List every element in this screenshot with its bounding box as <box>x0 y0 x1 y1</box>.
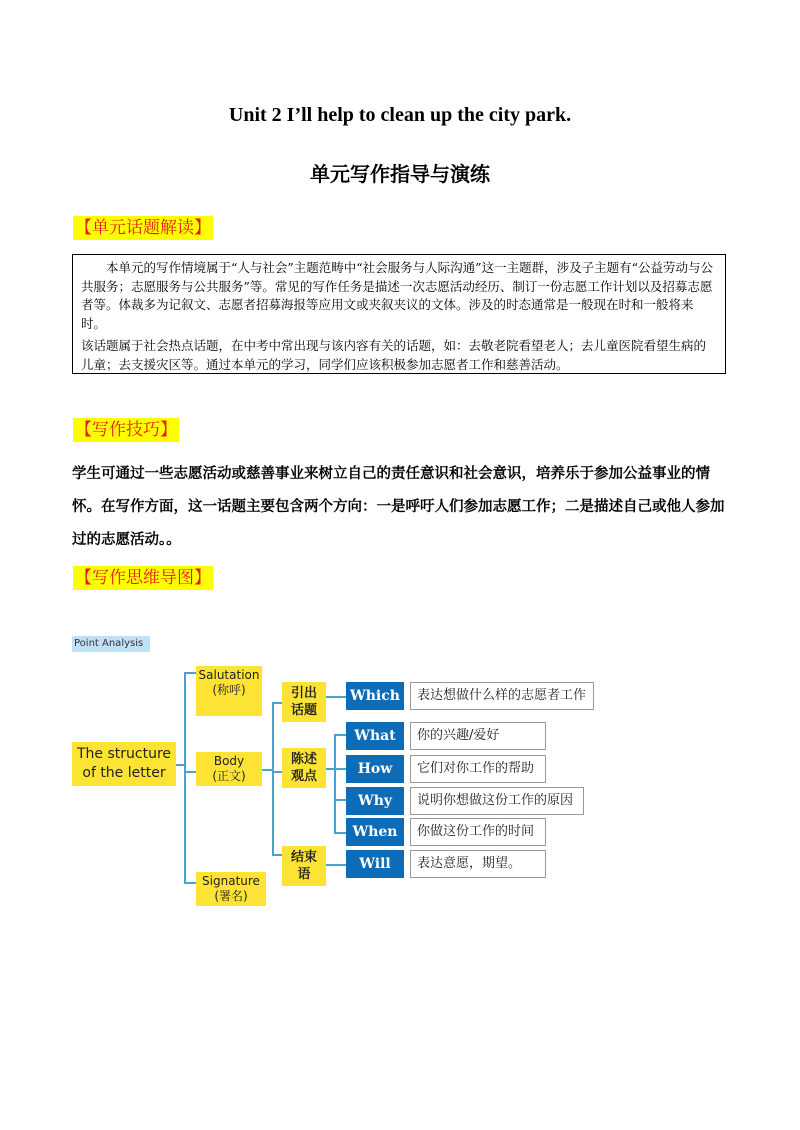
connector <box>184 771 196 773</box>
body-node <box>196 752 262 786</box>
connector <box>272 702 274 856</box>
connector <box>184 672 186 884</box>
page-subtitle: 单元写作指导与演练 <box>310 162 490 186</box>
connector <box>334 768 346 770</box>
connector <box>326 864 346 866</box>
connector <box>326 768 334 770</box>
desc-which: 表达想做什么样的志愿者工作 <box>410 682 594 710</box>
topic-paragraph-1: 本单元的写作情境属于“人与社会”主题范畴中“社会服务与人际沟通”这一主题群，涉及子主题有“公益劳动与公共服务；志愿服务与公共服务”等。常见的写作任务是描述一次志愿活动经历、制订一份志愿工作计划以及招募志愿者等。体裁多为记叙文、志愿者招募海报等应用文或夹叙夹议的文体。涉及的时态通常是一般现在时和一般将来时。 <box>81 260 713 331</box>
connector <box>262 769 272 771</box>
key-how: How <box>346 755 404 783</box>
body-label: Body <box>213 754 245 768</box>
salutation-node <box>196 666 262 716</box>
mind-map-title: Point Analysis <box>72 636 150 652</box>
key-which: Which <box>346 682 404 710</box>
key-will: Will <box>346 850 404 878</box>
desc-when: 你做这份工作的时间 <box>410 818 546 846</box>
signature-node <box>196 872 266 906</box>
connector <box>334 734 346 736</box>
desc-how: 它们对你工作的帮助 <box>410 755 546 783</box>
connector <box>334 799 346 801</box>
key-why: Why <box>346 787 404 815</box>
connector <box>272 702 282 704</box>
topic-paragraph-2: 该话题属于社会热点话题，在中考中常出现与该内容有关的话题，如：去敬老院看望老人；去儿童医院看望生病的儿童；去支援灾区等。通过本单元的学习，同学们应该积极参加志愿者工作和慈善活动。 <box>81 338 707 372</box>
connector <box>272 854 282 856</box>
section-heading-mindmap: 【写作思维导图】 <box>75 568 211 588</box>
salutation-label: Salutation <box>198 668 260 682</box>
body-cn-label: (正文) <box>212 769 246 783</box>
section-heading-topic: 【单元话题解读】 <box>75 218 211 238</box>
statement-node: 陈述观点 <box>282 748 326 788</box>
ending-node: 结束语 <box>282 846 326 886</box>
mind-map <box>72 634 602 920</box>
connector <box>334 832 346 834</box>
key-when: When <box>346 818 404 846</box>
skills-paragraph: 学生可通过一些志愿活动或慈善事业来树立自己的责任意识和社会意识，培养乐于参加公益事业的情怀。在写作方面，这一话题主要包含两个方向：一是呼吁人们参加志愿工作；二是描述自己或他人参加过的志愿活动。。 <box>72 466 725 548</box>
desc-why: 说明你想做这份工作的原因 <box>410 787 584 815</box>
desc-will: 表达意愿，期望。 <box>410 850 546 878</box>
connector <box>184 672 196 674</box>
root-node: The structure of the letter <box>72 742 176 786</box>
intro-node: 引出话题 <box>282 682 326 722</box>
salutation-cn-label: (称呼) <box>212 683 246 697</box>
topic-box <box>72 254 726 374</box>
signature-label: Signature <box>202 874 260 888</box>
connector <box>326 696 346 698</box>
key-what: What <box>346 722 404 750</box>
connector <box>176 764 184 766</box>
page-title: Unit 2 I’ll help to clean up the city park. <box>228 104 572 126</box>
connector <box>184 882 196 884</box>
connector <box>334 734 336 834</box>
desc-what: 你的兴趣/爱好 <box>410 722 546 750</box>
connector <box>272 771 282 773</box>
signature-cn-label: (署名) <box>214 889 248 903</box>
section-heading-skills: 【写作技巧】 <box>75 420 177 440</box>
